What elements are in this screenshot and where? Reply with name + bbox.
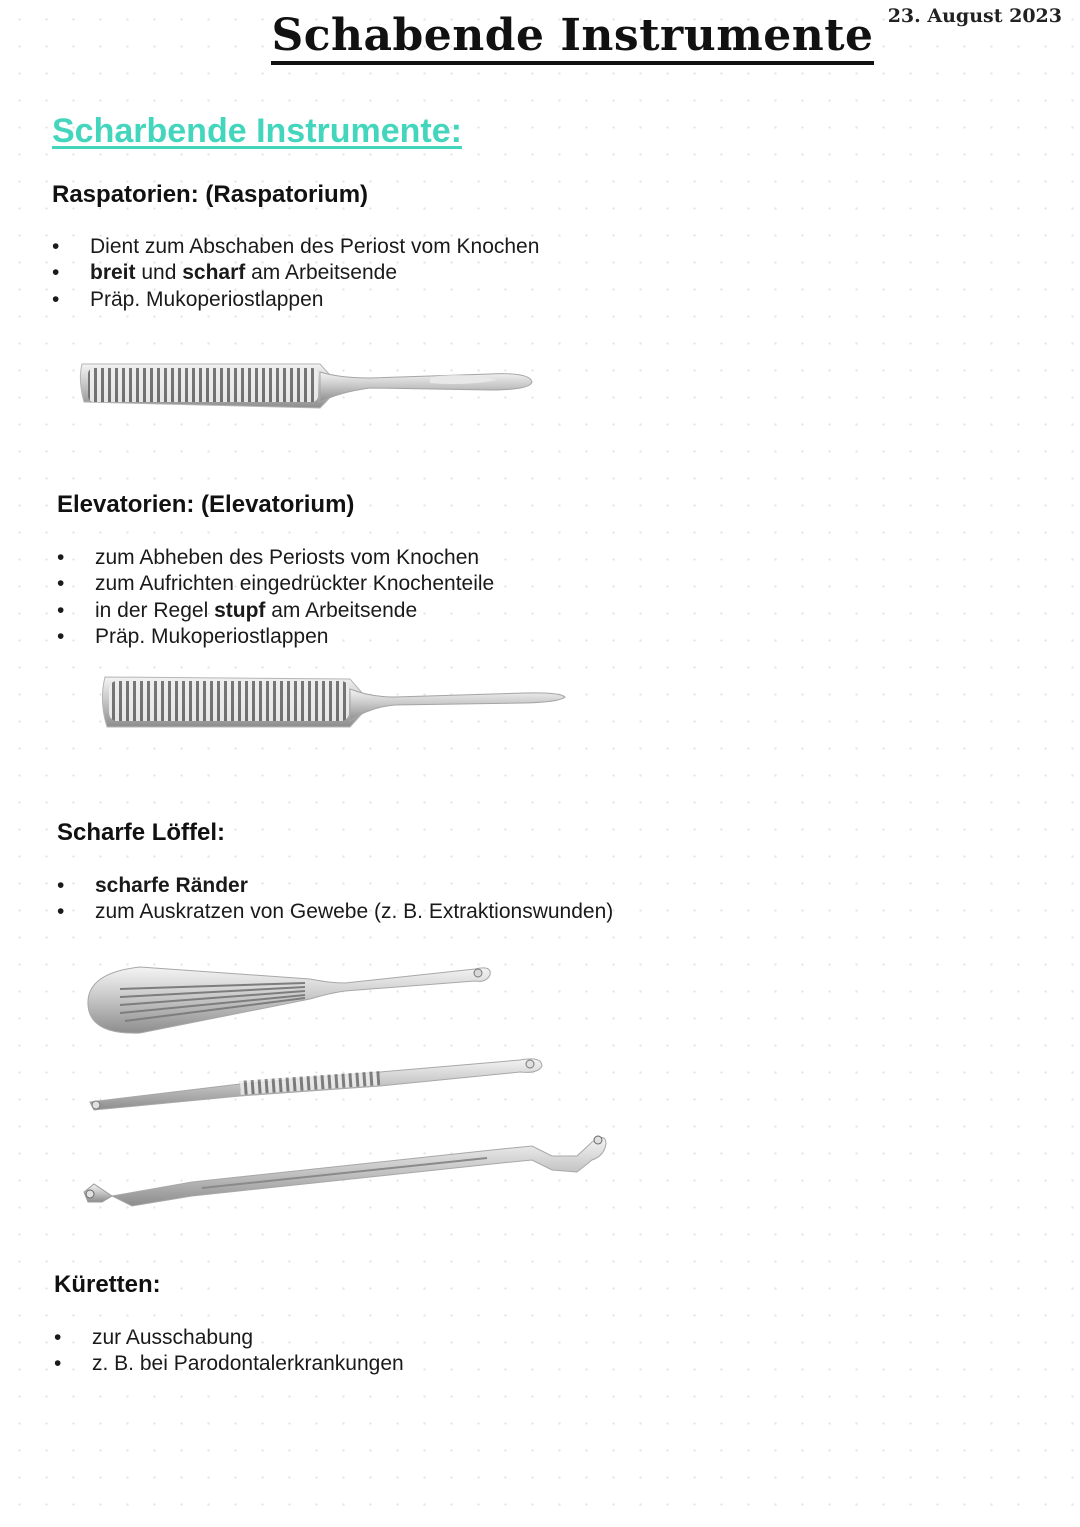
list-item: • zur Ausschabung bbox=[54, 1325, 404, 1351]
list-item: • scharfe Ränder bbox=[57, 873, 613, 899]
raspatorien-heading: Raspatorien: (Raspatorium) bbox=[52, 181, 369, 208]
list-item: • zum Abheben des Periosts vom Knochen bbox=[57, 545, 494, 571]
list-item: • breit und scharf am Arbeitsende bbox=[52, 260, 539, 286]
kueretten-heading: Küretten: bbox=[54, 1271, 161, 1298]
loeffel-heading: Scharfe Löffel: bbox=[57, 819, 226, 846]
list-item: • zum Aufrichten eingedrückter Knochenteile bbox=[57, 571, 494, 597]
list-item: • Präp. Mukoperiostlappen bbox=[57, 624, 494, 650]
raspatorien-list bbox=[52, 234, 539, 313]
page-title: Schabende Instrumente bbox=[0, 10, 1080, 61]
list-item: • Dient zum Abschaben des Periost vom Knochen bbox=[52, 234, 539, 260]
elevatorien-list bbox=[57, 545, 494, 650]
kueretten-list bbox=[54, 1325, 404, 1378]
raspatorium-icon bbox=[70, 350, 540, 430]
doppelloeffel-icon bbox=[80, 1050, 550, 1115]
section-title: Scharbende Instrumente: bbox=[52, 112, 462, 150]
list-item: • Präp. Mukoperiostlappen bbox=[52, 287, 539, 313]
list-item: • z. B. bei Parodontalerkrankungen bbox=[54, 1351, 404, 1377]
scharfer-loeffel-icon bbox=[80, 955, 500, 1045]
loeffel-list bbox=[57, 873, 613, 926]
elevatorien-heading: Elevatorien: (Elevatorium) bbox=[57, 491, 355, 518]
elevatorium-icon bbox=[95, 665, 570, 745]
list-item: • zum Auskratzen von Gewebe (z. B. Extraktionswunden) bbox=[57, 899, 613, 925]
page-date: 23. August 2023 bbox=[887, 5, 1062, 27]
list-item: • in der Regel stupf am Arbeitsende bbox=[57, 598, 494, 624]
kuerette-icon bbox=[72, 1120, 617, 1220]
